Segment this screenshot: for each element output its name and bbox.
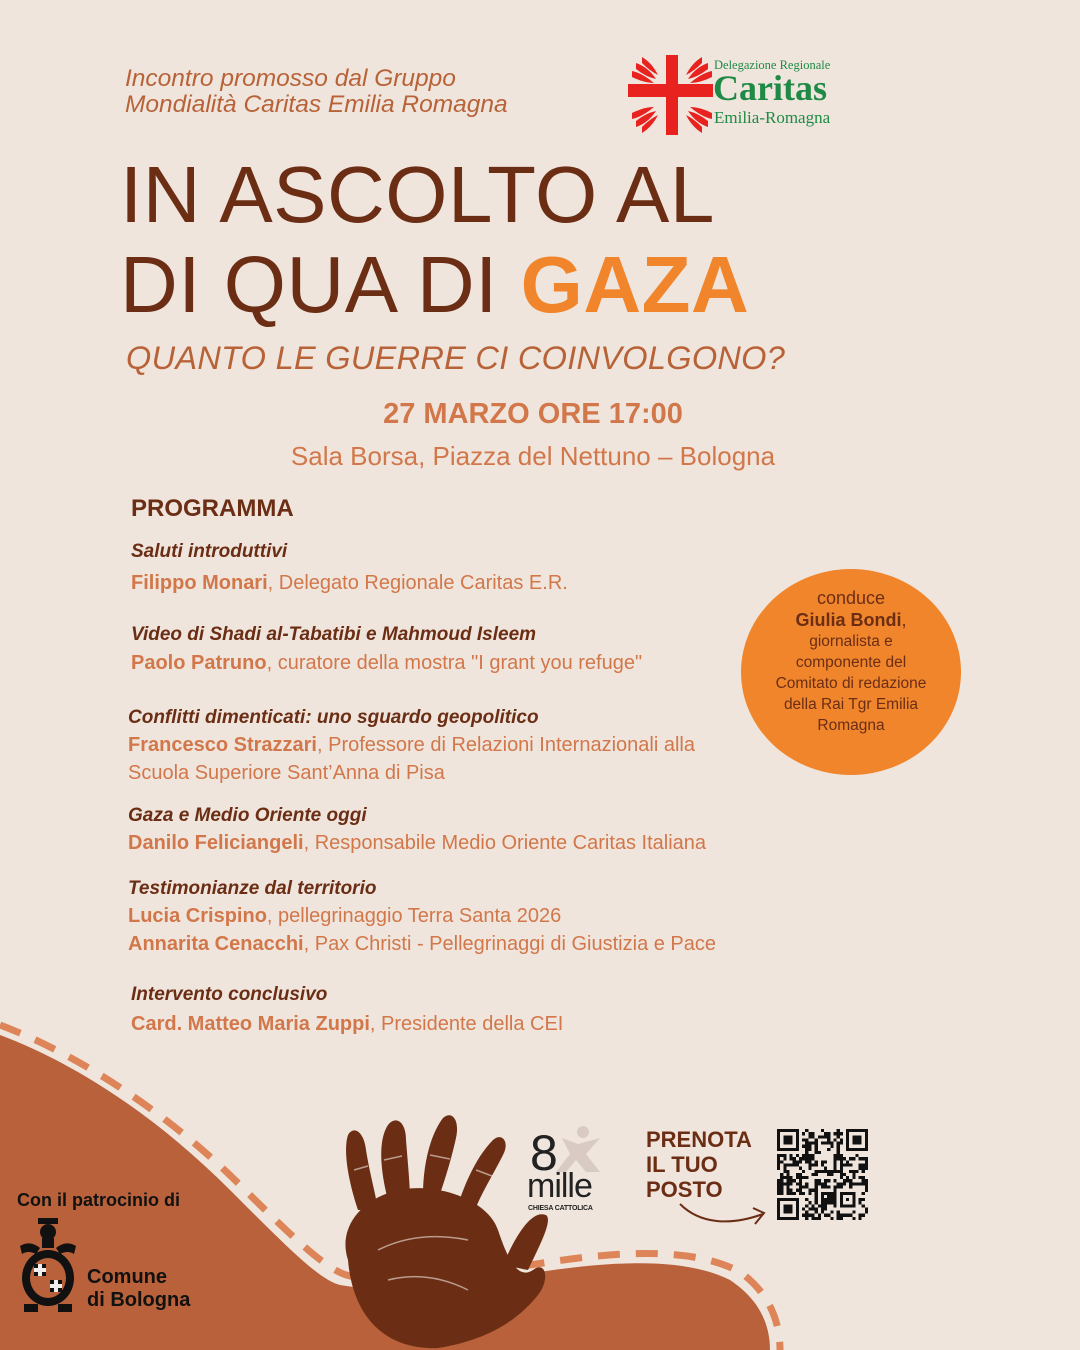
comune-di-bologna-text — [87, 1266, 190, 1312]
program-speaker — [131, 649, 771, 677]
speaker-role: , Professore di Relazioni Internazionali alla — [316, 734, 695, 756]
program-speaker — [128, 829, 768, 857]
bologna-crest-icon — [16, 1218, 80, 1314]
speaker-role: , Delegato Regionale Caritas E.R. — [267, 572, 568, 594]
host-role-line: giornalista e — [809, 633, 893, 650]
title-line-1: IN ASCOLTO AL — [120, 150, 715, 239]
main-title — [120, 150, 749, 330]
booking-line-3: POSTO — [646, 1177, 723, 1202]
speaker-role: , Pax Christi - Pellegrinaggi di Giustizia e Pace — [303, 933, 717, 955]
speaker-name: Danilo Feliciangeli — [128, 832, 304, 854]
booking-line-2: IL TUO — [646, 1152, 718, 1177]
program-speaker — [128, 731, 768, 759]
8xmille-number: 8 — [530, 1125, 558, 1181]
promoter-line-1: Incontro promosso dal Gruppo — [125, 65, 456, 92]
program-speaker — [128, 902, 768, 930]
speaker-role-continued: Scuola Superiore Sant’Anna di Pisa — [128, 762, 445, 784]
booking-line-1: PRENOTA — [646, 1127, 752, 1152]
promoter-line-2: Mondialità Caritas Emilia Romagna — [125, 91, 508, 118]
speaker-role: , Responsabile Medio Oriente Caritas Italiana — [303, 832, 707, 854]
speaker-name: Lucia Crispino — [128, 905, 267, 927]
speaker-role: , curatore della mostra "I grant you refuge" — [266, 652, 643, 674]
program-speaker — [128, 930, 768, 958]
host-name-suffix: , — [901, 610, 907, 630]
program-topic: Saluti introduttivi — [131, 541, 288, 562]
program-item — [131, 539, 771, 597]
speaker-name: Francesco Strazzari — [128, 734, 317, 756]
program-item — [128, 705, 768, 787]
program-topic: Testimonianze dal territorio — [128, 878, 377, 899]
event-datetime: 27 MARZO ORE 17:00 — [383, 398, 683, 430]
comune-line-2: di Bologna — [87, 1289, 191, 1311]
caritas-logo-name: Caritas — [713, 68, 827, 108]
host-circle — [741, 569, 961, 775]
program-item — [131, 622, 771, 677]
host-role-line: della Rai Tgr Emilia — [783, 696, 919, 713]
8xmille-chiesa-cattolica: CHIESA CATTOLICA — [528, 1205, 593, 1212]
caritas-logo-line2: Emilia-Romagna — [714, 108, 831, 127]
program-item — [128, 876, 768, 958]
speaker-role: , Presidente della CEI — [369, 1013, 564, 1035]
host-role-line: Romagna — [817, 717, 885, 734]
host-name: Giulia Bondi — [795, 610, 902, 630]
handprint-icon — [318, 1110, 553, 1350]
event-venue: Sala Borsa, Piazza del Nettuno – Bologna — [290, 441, 776, 471]
host-role-line: Comitato di redazione — [775, 675, 927, 692]
program-topic: Conflitti dimenticati: uno sguardo geopolitico — [128, 707, 539, 728]
caritas-logo-line1: Delegazione Regionale — [714, 58, 831, 72]
program-topic: Gaza e Medio Oriente oggi — [128, 805, 367, 826]
speaker-name: Paolo Patruno — [131, 652, 267, 674]
comune-line-1: Comune — [87, 1266, 167, 1288]
speaker-name: Annarita Cenacchi — [128, 933, 304, 955]
speaker-name: Card. Matteo Maria Zuppi — [131, 1013, 370, 1035]
program-item — [128, 803, 768, 857]
8xmille-mille: mille — [527, 1167, 592, 1205]
patronage-label: Con il patrocinio di — [17, 1190, 180, 1210]
curved-arrow-icon — [675, 1196, 770, 1231]
programma-heading: PROGRAMMA — [131, 495, 294, 522]
title-line-2-prefix: DI QUA DI — [120, 240, 521, 329]
speaker-role: , pellegrinaggio Terra Santa 2026 — [266, 905, 562, 927]
booking-callout[interactable] — [646, 1127, 752, 1202]
program-topic: Video di Shadi al-Tabatibi e Mahmoud Isleem — [131, 624, 537, 645]
host-role-line: componente del — [795, 654, 907, 671]
host-intro: conduce — [816, 588, 886, 608]
program-topic: Intervento conclusivo — [131, 984, 328, 1005]
speaker-name: Filippo Monari — [131, 572, 268, 594]
qr-code-icon[interactable] — [777, 1129, 868, 1220]
promoter-text — [125, 66, 508, 118]
subtitle: QUANTO LE GUERRE CI COINVOLGONO? — [126, 340, 786, 376]
host-name-line — [741, 609, 961, 631]
title-line-2 — [120, 240, 749, 330]
title-highlight-gaza: GAZA — [520, 240, 750, 329]
program-speaker — [131, 569, 771, 597]
